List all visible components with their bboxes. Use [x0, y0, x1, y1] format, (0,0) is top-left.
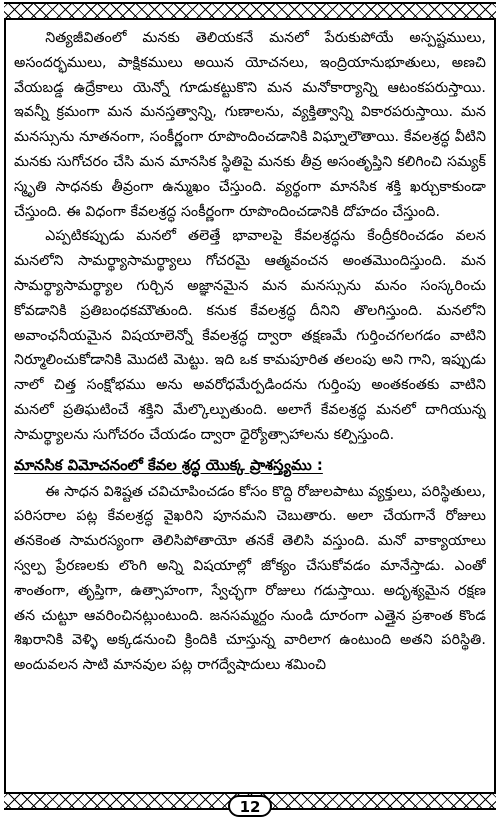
decorative-top-border [4, 2, 496, 20]
text-body [14, 26, 486, 790]
paragraph-2: ఎప్పటికప్పుడు మనలో తలెత్తే భావాలపై కేవలశ్రద్ధను కేంద్రీకరించడం వలన మనలోని సామర్థ్యాసామర్థ్యాలు గోచరమై ఆత్మవంచన అంతమొందిస్తుంది. మన సామర్థ్యాసామర్థ్యాల గుర్చిన అజ్ఞానమైన మన మనస్సును మనం సంస్కరించు కోవడానికి ప్రతిబంధకమౌతుంది. కనుక కేవలశ్రద్ధ దీనిని తొలగిస్తుంది. మనలోని అవాంఛనీయమైన విషయాలెన్నో కేవలశ్రద్ధ ద్వారా తక్షణమే గుర్తించగలగడం వాటిని నిర్మూలించుకోడానికి మొదటి మెట్టు. ఇది ఒక కామపూరిత తలంపు అని గాని, ఇప్పుడు నాలో చిత్త సంక్షోభము అను అవరోధమేర్పడిందను గుర్తింపు అంతకంతకు వాటిని మనలో ప్రతిఘటించే శక్తిని మేల్కొల్పుతుంది. అలాగే కేవలశ్రద్ధ మనలో దాగియున్న సామర్థ్యాలను సుగోచరం చేయడం ద్వారా ధైర్యోత్సాహాలను కల్పిస్తుంది. [14, 228, 486, 443]
page-number: 12 [228, 795, 272, 817]
section-heading: మానసిక విమోచనంలో కేవల శ్రద్ధ యొక్క ప్రాశస్త్యము : [14, 456, 323, 474]
paragraph-1: నిత్యజీవితంలో మనకు తెలియకనే మనలో పేరుకుపోయే అస్పష్టములు, అసందర్భములు, పాక్షికములు అయిన యోచనలు, ఇంద్రియానుభూతులు, అణచి వేయబడ్డ ఉద్రేకాలు యెన్నో గూడుకట్టుకొని మన మనోకార్యాన్ని ఆటంకపరుస్తాయి. ఇవన్నీ క్రమంగా మన మనస్తత్వాన్ని, గుణాలను, వ్యక్తిత్వాన్ని వికారపరుస్తాయి. మన మనస్సును నూతనంగా, సంకీర్ణంగా రూపొందించడానికి విఘ్నాలౌతాయి. కేవలశ్రద్ధ వీటిని మనకు సుగోచరం చేసి మన మానసిక స్థితిపై మనకు తీవ్ర అసంతృప్తిని కలిగించి సమ్యక్ స్మృతి సాధనకు తీవ్రంగా ఉన్ముఖం చేస్తుంది. వ్యర్థంగా మానసిక శక్తి ఖర్చుకాకుండా చేస్తుంది. ఈ విధంగా కేవలశ్రద్ధ సంకీర్ణంగా రూపొందించడానికి దోహదం చేస్తుంది. [14, 30, 486, 220]
paragraph-3: ఈ సాధన విశిష్టత చవిచూపించడం కోసం కొద్ది రోజులపాటు వ్యక్తులు, పరిస్థితులు, పరిసరాల పట్ల కేవలశ్రద్ధ వైఖరిని పూనమని చెబుతారు. అలా చేయగానే రోజులు తనకెంత సామరస్యంగా తెలిసిపోతాయో తనకే తెలిసి వస్తుంది. మనో వాక్యాయాలు స్వల్ప ప్రేరణలకు లొంగి అన్ని విషయాల్లో జోక్యం చేసుకోవడం మానేస్తాడు. ఎంతో శాంతంగా, తృప్తిగా, ఉత్సాహంగా, స్వేచ్ఛగా రోజులు గడుస్తాయి. అదృశ్యమైన రక్షణ తన చుట్టూ ఆవరించినట్లుంటుంది. జనసమ్మర్దం నుండి దూరంగా ఎత్తైన ప్రశాంత కొండ శిఖరానికి వెళ్ళి అక్కడనుంచి క్రిందికి చూస్తున్న వారిలాగ ఉంటుంది అతని పరిస్థితి. అందువలన సాటి మానవుల పట్ల రాగద్వేషాదులు శమించి [14, 483, 486, 674]
